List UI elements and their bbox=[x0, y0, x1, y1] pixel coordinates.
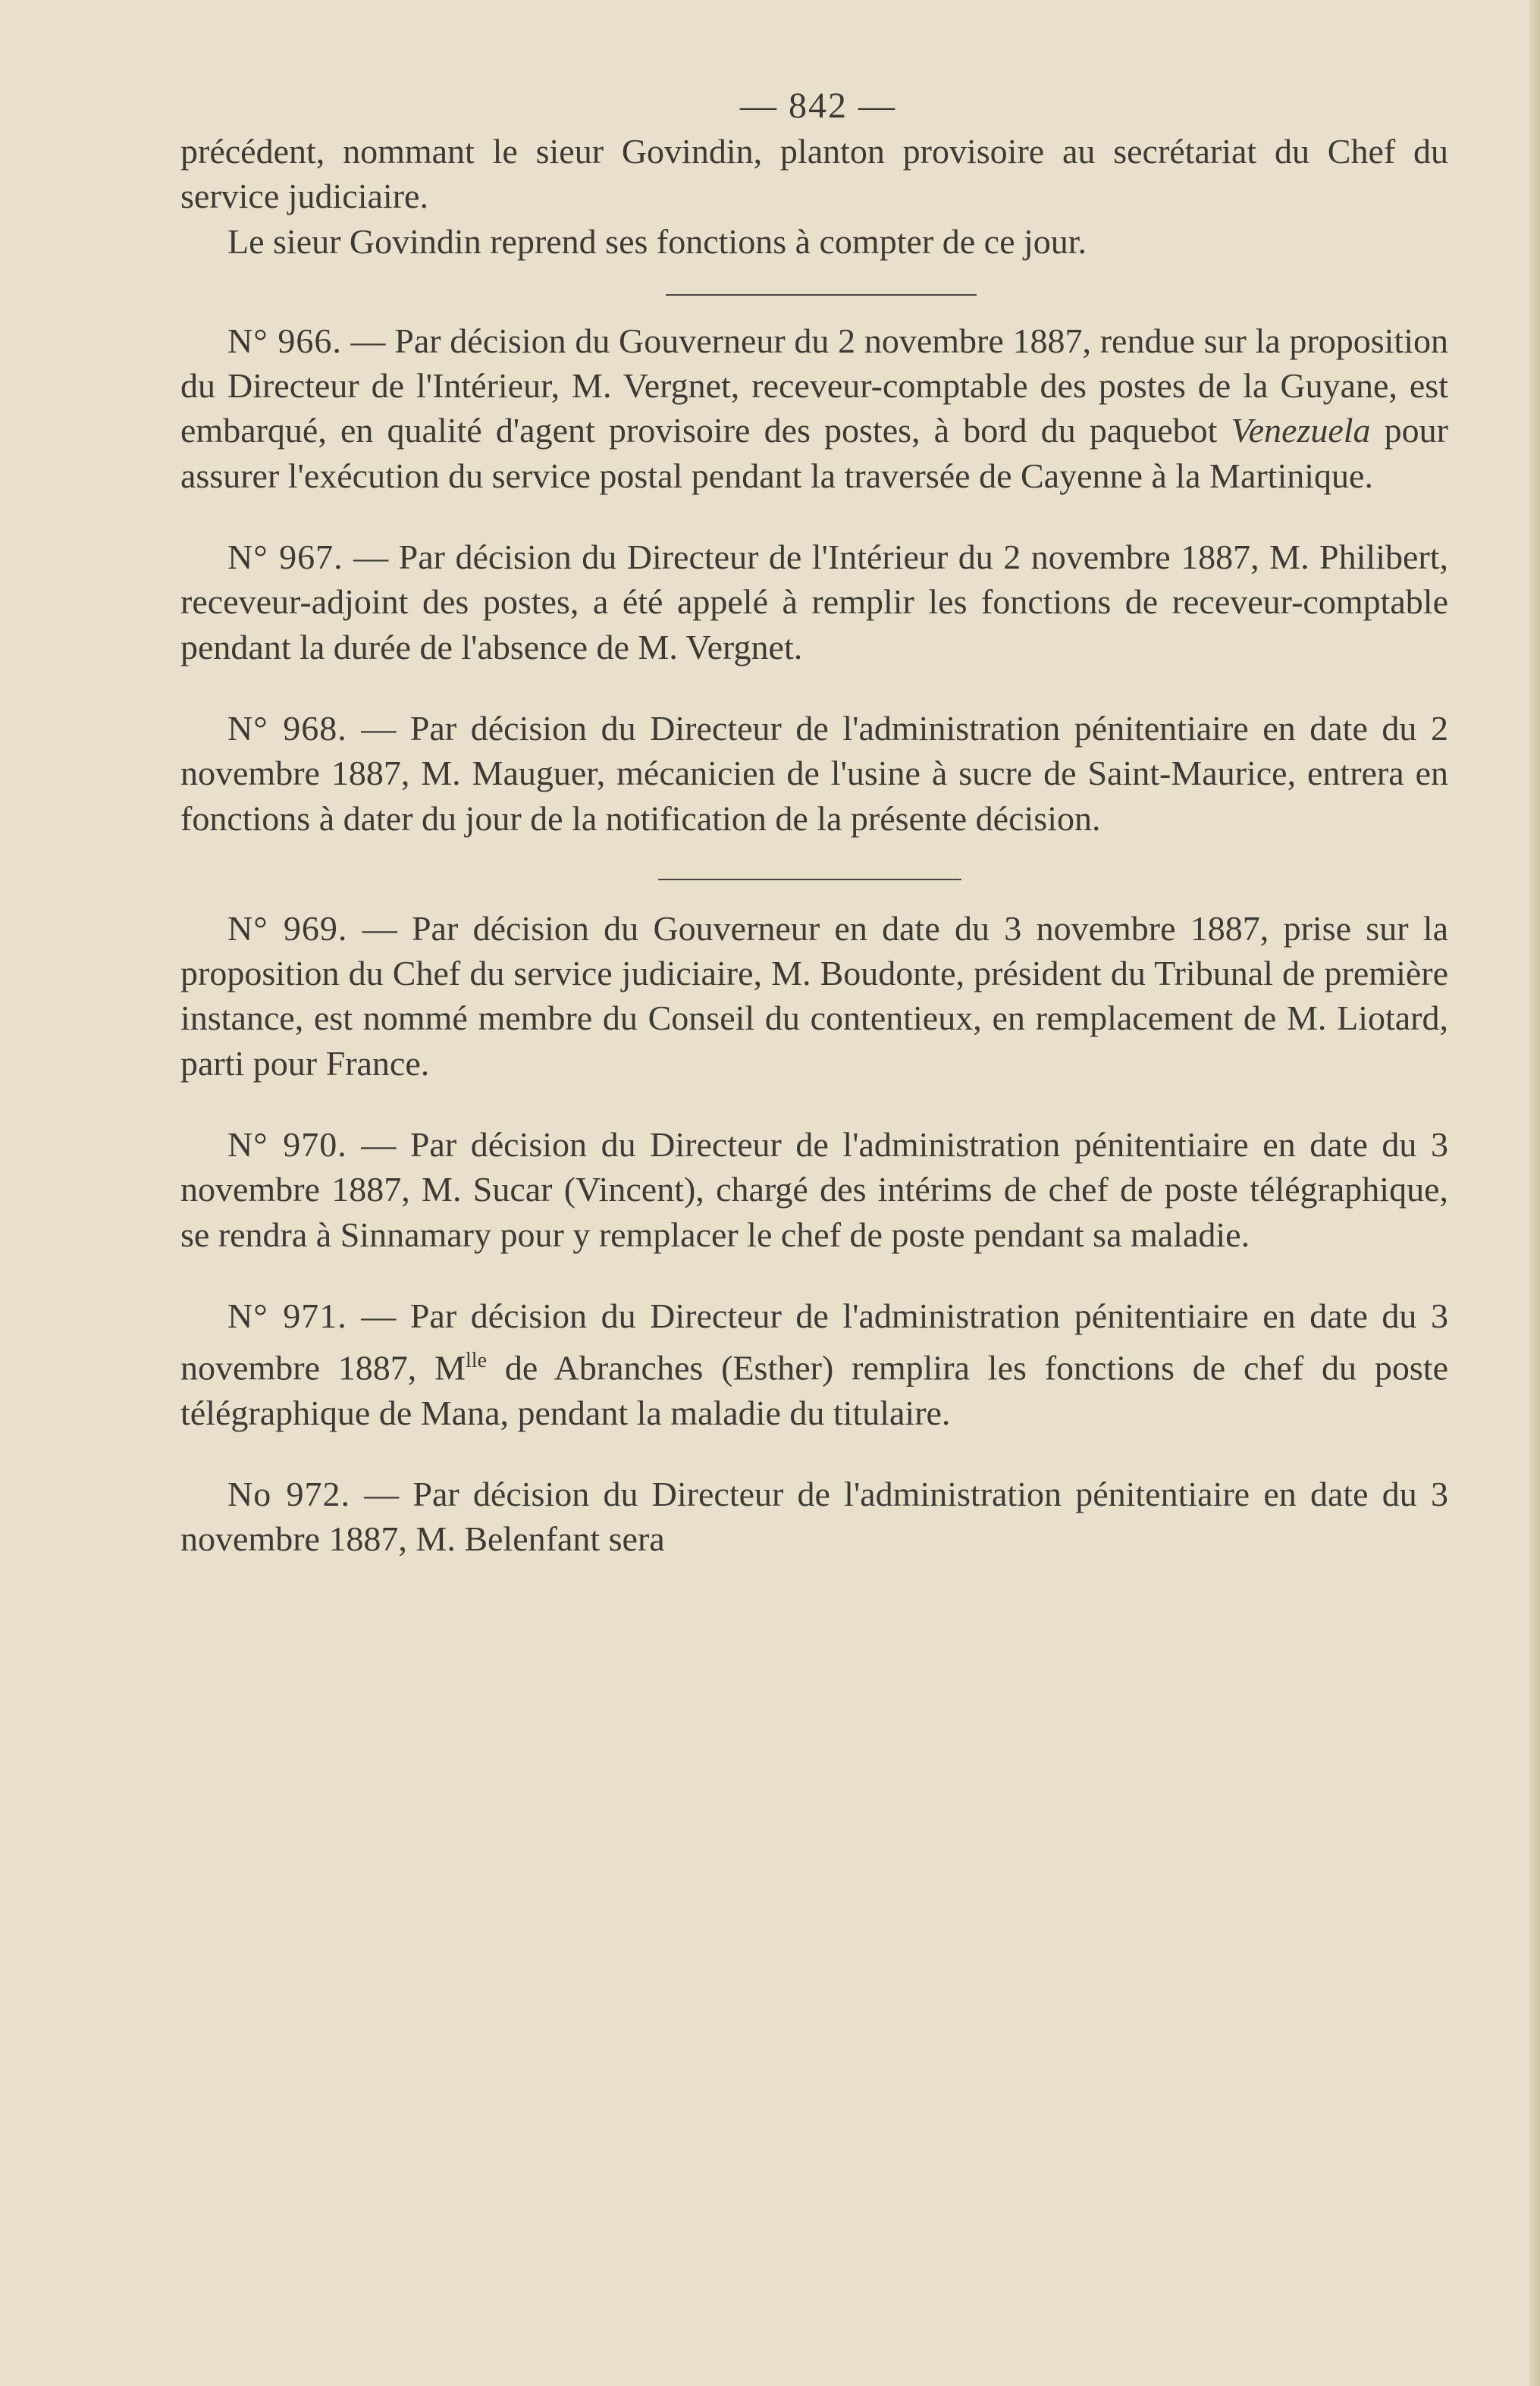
entry-text-cont: pour assurer l'exécution du service postal pendant la traversée de Cayenne à la Martinique. bbox=[180, 411, 1448, 495]
entry-number: N° 970. bbox=[227, 1125, 347, 1165]
entry-number: N° 968. bbox=[227, 708, 347, 748]
entry-966 bbox=[180, 318, 1448, 498]
entry-number: No 972. bbox=[227, 1475, 350, 1514]
entry-967 bbox=[180, 535, 1448, 669]
entry-text: — Par décision du Directeur de l'administration pénitentiaire en date du 3 novembre 1887, M. Belenfant sera bbox=[180, 1475, 1448, 1559]
text-block bbox=[180, 83, 1448, 1562]
intro-paragraph-2: Le sieur Govindin reprend ses fonctions à compter de ce jour. bbox=[227, 221, 1087, 261]
entry-972 bbox=[180, 1472, 1448, 1562]
entry-968 bbox=[180, 706, 1448, 841]
entry-text-cont: de Abranches (Esther) remplira les fonctions de chef du poste télégraphique de Mana, pendant la maladie du titulaire. bbox=[180, 1348, 1448, 1432]
page-number: — 842 — bbox=[740, 86, 896, 126]
entry-text: — Par décision du Gouverneur en date du 3 novembre 1887, prise sur la proposition du Chef du service judiciaire, M. Boudonte, président du Tribunal de première instance, est nommé membre du Conseil du contentieux, en remplacement de M. Liotard, parti pour France. bbox=[180, 908, 1448, 1083]
intro-paragraph: précédent, nommant le sieur Govindin, planton provisoire au secrétariat du Chef du service judiciaire. bbox=[180, 132, 1448, 216]
entry-number: N° 967. bbox=[227, 538, 343, 577]
ship-name: Venezuela bbox=[1231, 411, 1371, 450]
entry-text: — Par décision du Directeur de l'administration pénitentiaire en date du 2 novembre 1887, M. Mauguer, mécanicien de l'usine à sucre de Saint-Maurice, entrera en fonctions à dater du jour de la notification de la présente décision. bbox=[180, 708, 1449, 838]
superscript-abbrev: lle bbox=[466, 1349, 488, 1373]
entry-number: N° 969. bbox=[227, 908, 348, 948]
entry-969 bbox=[180, 906, 1448, 1086]
entry-number: N° 966. bbox=[227, 321, 342, 360]
separator-rule bbox=[666, 294, 977, 296]
entry-text: — Par décision du Directeur de l'Intérieur du 2 novembre 1887, M. Philibert, receveur-adjoint des postes, a été appelé à remplir les fonctions de receveur-comptable pendant la durée de l'absence de M. Vergnet. bbox=[180, 538, 1449, 666]
entry-text: — Par décision du Gouverneur du 2 novembre 1887, rendue sur la proposition du Directeur de l'Intérieur, M. Vergnet, receveur-comptable des postes de la Guyane, est embarqué, en qualité d'agent provisoire des postes, à bord du paquebot bbox=[180, 321, 1448, 450]
separator-rule bbox=[658, 879, 961, 880]
entry-text: — Par décision du Directeur de l'administration pénitentiaire en date du 3 novembre 1887, M bbox=[180, 1296, 1449, 1387]
entry-number: N° 971. bbox=[227, 1296, 347, 1335]
entry-971 bbox=[180, 1293, 1448, 1435]
page-edge bbox=[1529, 0, 1540, 2386]
entry-text: — Par décision du Directeur de l'administration pénitentiaire en date du 3 novembre 1887, M. Sucar (Vincent), chargé des intérims de chef de poste télégraphique, se rendra à Sinnamary pour y remplacer le chef de poste pendant sa maladie. bbox=[180, 1125, 1449, 1254]
entry-970 bbox=[180, 1122, 1448, 1257]
